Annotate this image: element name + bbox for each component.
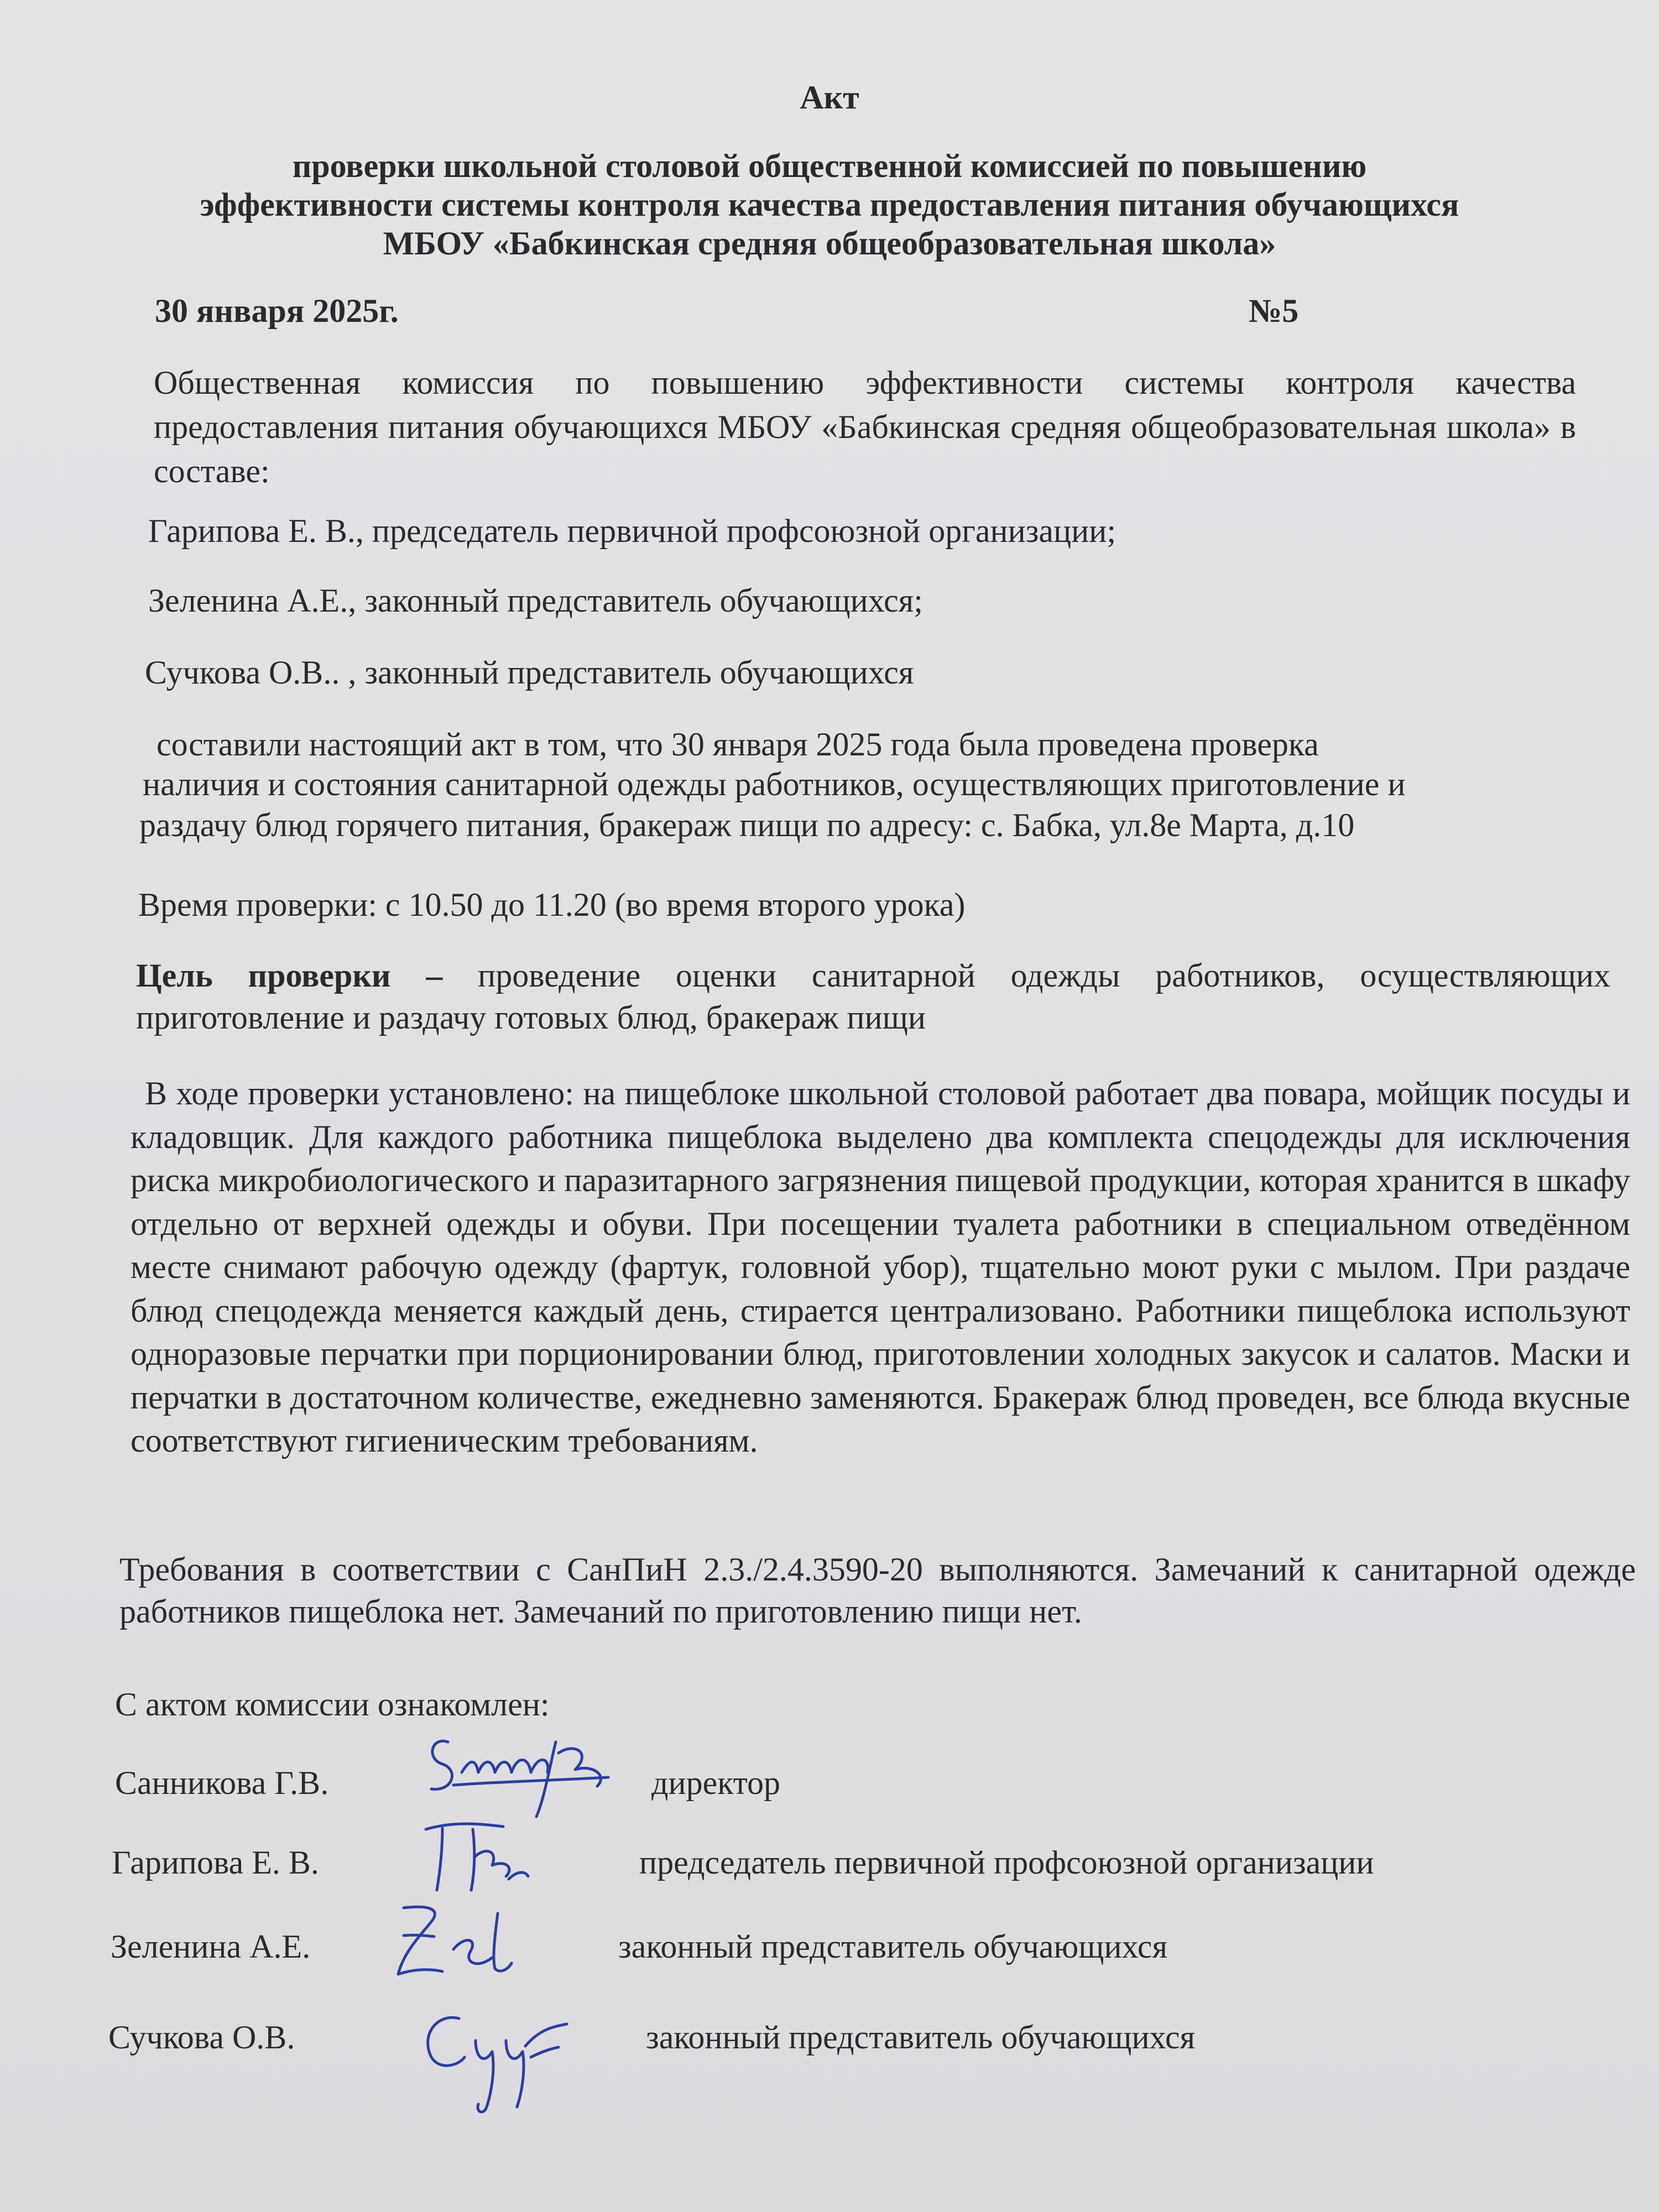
composed-line: раздачу блюд горячего питания, бракераж пищи по адресу: с. Бабка, ул.8е Марта, д.10: [139, 807, 1355, 843]
signatory-name: Санникова Г.В.: [115, 1765, 329, 1801]
subtitle-line: МБОУ «Бабкинская средняя общеобразовательная школа»: [383, 225, 1276, 262]
signatory-name: Сучкова О.В.: [108, 2019, 295, 2056]
intro-paragraph: Общественная комиссия по повышению эффективности системы контроля качества предоставления питания обучающихся МБОУ «Бабкинская средняя общеобразовательная школа» в составе:: [154, 364, 1576, 489]
member-line: Гарипова Е. В., председатель первичной профсоюзной организации;: [148, 513, 1117, 549]
composed-line: составили настоящий акт в том, что 30 января 2025 года была проведена проверка: [148, 726, 1319, 763]
goal-paragraph: [136, 954, 1610, 1039]
signatory-name: Зеленина А.Е.: [111, 1928, 311, 1965]
member-line: Зеленина А.Е., законный представитель обучающихся;: [148, 582, 923, 619]
signature-suchkova: [409, 1996, 586, 2124]
goal-label: Цель проверки –: [136, 957, 443, 994]
document-title: Акт: [800, 79, 859, 116]
subtitle-line: проверки школьной столовой общественной комиссией по повышению: [292, 148, 1367, 184]
goal-text: проведение оценки санитарной одежды работников, осуществляющих приготовление и раздачу готовых блюд, бракераж пищи: [136, 957, 1610, 1036]
findings-paragraph: В ходе проверки установлено: на пищеблоке школьной столовой работает два повара, мойщик посуды и кладовщик. Для каждого работника пищеблока выделено два комплекта спецодежды для исключения риска микробиологического и паразитарного загрязнения пищевой продукции, которая хранится в шкафу отдельно от верхней одежды и обуви. При посещении туалета работники в специальном отведённом месте снимают рабочую одежду (фартук, головной убор), тщательно моют руки с мылом. При раздаче блюд спецодежда меняется каждый день, стирается централизовано. Работники пищеблока используют одноразовые перчатки при порционировании блюд, приготовлении холодных закусок и салатов. Маски и перчатки в достаточном количестве, ежедневно заменяются. Бракераж блюд проведен, все блюда вкусные соответствуют гигиеническим требованиям.: [131, 1075, 1630, 1459]
signatory-role: законный представитель обучающихся: [618, 1928, 1168, 1965]
act-number: №5: [1249, 293, 1299, 329]
signatory-role: законный представитель обучающихся: [646, 2019, 1196, 2056]
acquainted-line: С актом комиссии ознакомлен:: [115, 1686, 550, 1723]
signatory-name: Гарипова Е. В.: [112, 1844, 319, 1881]
composed-line: наличия и состояния санитарной одежды работников, осуществляющих приготовление и: [143, 766, 1406, 802]
signature-garipova: [409, 1807, 542, 1901]
conclusion-paragraph: Требования в соответствии с СанПиН 2.3./2.4.3590-20 выполняются. Замечаний к санитарной одежде работников пищеблока нет. Замечаний по приготовлению пищи нет.: [119, 1551, 1636, 1630]
check-time: Время проверки: с 10.50 до 11.20 (во время второго урока): [138, 886, 966, 923]
member-line: Сучкова О.В.. , законный представитель обучающихся: [145, 654, 914, 691]
signatory-role: председатель первичной профсоюзной организации: [639, 1844, 1374, 1881]
act-date: 30 января 2025г.: [155, 293, 399, 329]
signature-zelenina: [382, 1891, 525, 1996]
signatory-role: директор: [651, 1765, 781, 1801]
subtitle-line: эффективности системы контроля качества предоставления питания обучающихся: [200, 186, 1459, 223]
